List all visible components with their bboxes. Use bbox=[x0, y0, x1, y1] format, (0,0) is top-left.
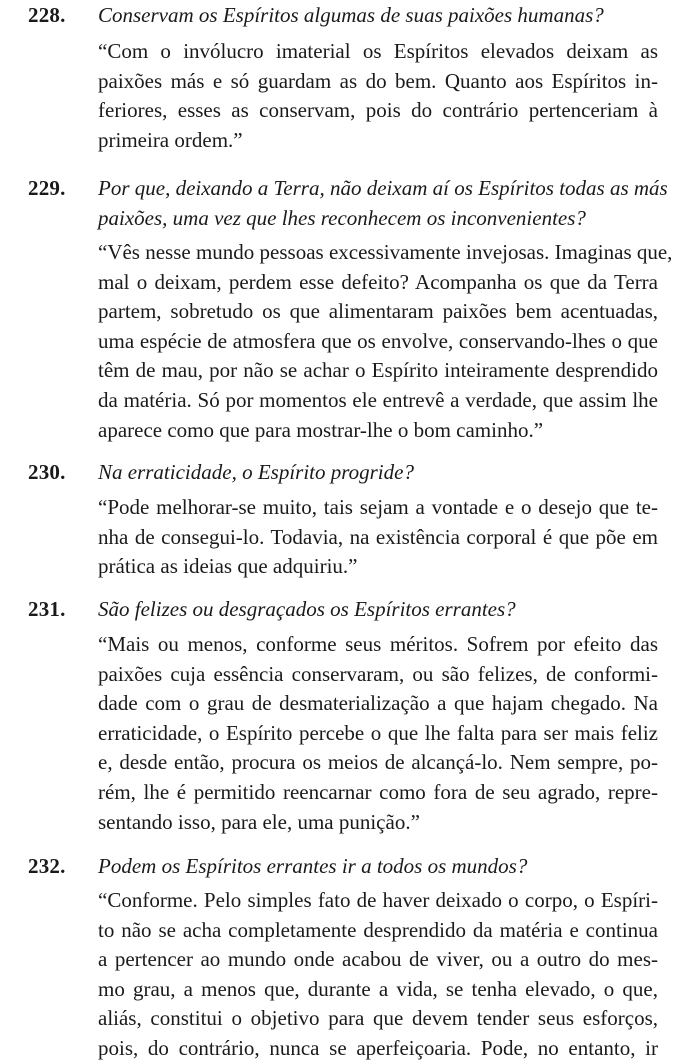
answer-line: sentando isso, para ele, uma punição.” bbox=[98, 809, 420, 834]
question-number: 232. bbox=[28, 854, 66, 878]
answer-line: paixões más e só guardam as do bem. Quanto aos Espíritos in- bbox=[98, 68, 658, 93]
answer-line: “Conforme. Pelo simples fato de haver deixado o corpo, o Espíri- bbox=[98, 888, 658, 912]
answer-text bbox=[98, 886, 658, 1064]
question-line: paixões, uma vez que lhes reconhecem os inconvenientes? bbox=[98, 205, 586, 230]
answer-line: têm de mau, por não se achar o Espírito inteiramente desprendido bbox=[98, 358, 658, 383]
answer-line: to não se acha completamente desprendido da matéria e continua bbox=[98, 917, 658, 942]
question-line: Podem os Espíritos errantes ir a todos os mundos? bbox=[98, 854, 528, 878]
answer-line: pois, do contrário, nunca se aperfeiçoaria. Pode, no entanto, ir bbox=[98, 1035, 658, 1060]
answer-line: feriores, esses as conservam, pois do contrário pertenceriam à bbox=[98, 98, 658, 123]
answer-line: “Pode melhorar-se muito, tais sejam a vontade e o desejo que te- bbox=[98, 495, 658, 519]
answer-line: e, desde então, procura os meios de alcançá-lo. Nem sempre, po- bbox=[98, 750, 658, 775]
answer-text bbox=[98, 493, 658, 582]
answer-line: partem, sobretudo os que alimentaram paixões bem acentuadas, bbox=[98, 299, 658, 324]
question-number: 229. bbox=[28, 176, 66, 200]
answer-line: rém, lhe é permitido reencarnar como fora de seu agrado, repre- bbox=[98, 779, 658, 804]
question-text bbox=[98, 174, 668, 233]
answer-line: primeira ordem.” bbox=[98, 127, 243, 152]
answer-line: prática as ideias que adquiriu.” bbox=[98, 554, 358, 579]
answer-line: uma espécie de atmosfera que os envolve, conservando-lhes o que bbox=[98, 328, 658, 353]
question-line: Conservam os Espíritos algumas de suas paixões humanas? bbox=[98, 3, 604, 27]
answer-line: dade com o grau de desmaterialização a que hajam chegado. Na bbox=[98, 691, 658, 716]
answer-line: erraticidade, o Espírito percebe o que lhe falta para ser mais feliz bbox=[98, 720, 658, 745]
answer-text bbox=[98, 630, 658, 837]
answer-line: nha de consegui-lo. Todavia, na existência corporal é que põe em bbox=[98, 524, 658, 549]
question-text bbox=[98, 1, 658, 31]
question-text bbox=[98, 458, 658, 488]
answer-text bbox=[98, 238, 673, 445]
question-line: Na erraticidade, o Espírito progride? bbox=[98, 460, 414, 484]
answer-line: mo grau, a menos que, durante a vida, se tenha elevado, o que, bbox=[98, 976, 658, 1001]
answer-line: a pertencer ao mundo onde acabou de viver, ou a outro do mes- bbox=[98, 947, 658, 972]
answer-line: “Vês nesse mundo pessoas excessivamente invejosas. Imaginas que, bbox=[98, 240, 673, 264]
question-number: 228. bbox=[28, 3, 66, 27]
answer-line: paixões cuja essência conservaram, ou são felizes, de conformi- bbox=[98, 661, 658, 686]
question-number: 230. bbox=[28, 460, 66, 484]
answer-line: mal o deixam, perdem esse defeito? Acompanha os que da Terra bbox=[98, 269, 658, 294]
question-line: São felizes ou desgraçados os Espíritos errantes? bbox=[98, 597, 516, 621]
question-text bbox=[98, 595, 658, 625]
answer-line: “Mais ou menos, conforme seus méritos. Sofrem por efeito das bbox=[98, 632, 658, 656]
answer-line: da matéria. Só por momentos ele entrevê a verdade, que assim lhe bbox=[98, 387, 658, 412]
question-line: Por que, deixando a Terra, não deixam aí os Espíritos todas as más bbox=[98, 176, 668, 200]
answer-line: “Com o invólucro imaterial os Espíritos elevados deixam as bbox=[98, 39, 658, 63]
answer-line: aparece como que para mostrar-lhe o bom caminho.” bbox=[98, 417, 544, 442]
question-number: 231. bbox=[28, 597, 66, 621]
answer-text bbox=[98, 37, 658, 155]
question-text bbox=[98, 852, 658, 882]
answer-line: aliás, constitui o objetivo para que devem tender seus esforços, bbox=[98, 1006, 658, 1031]
